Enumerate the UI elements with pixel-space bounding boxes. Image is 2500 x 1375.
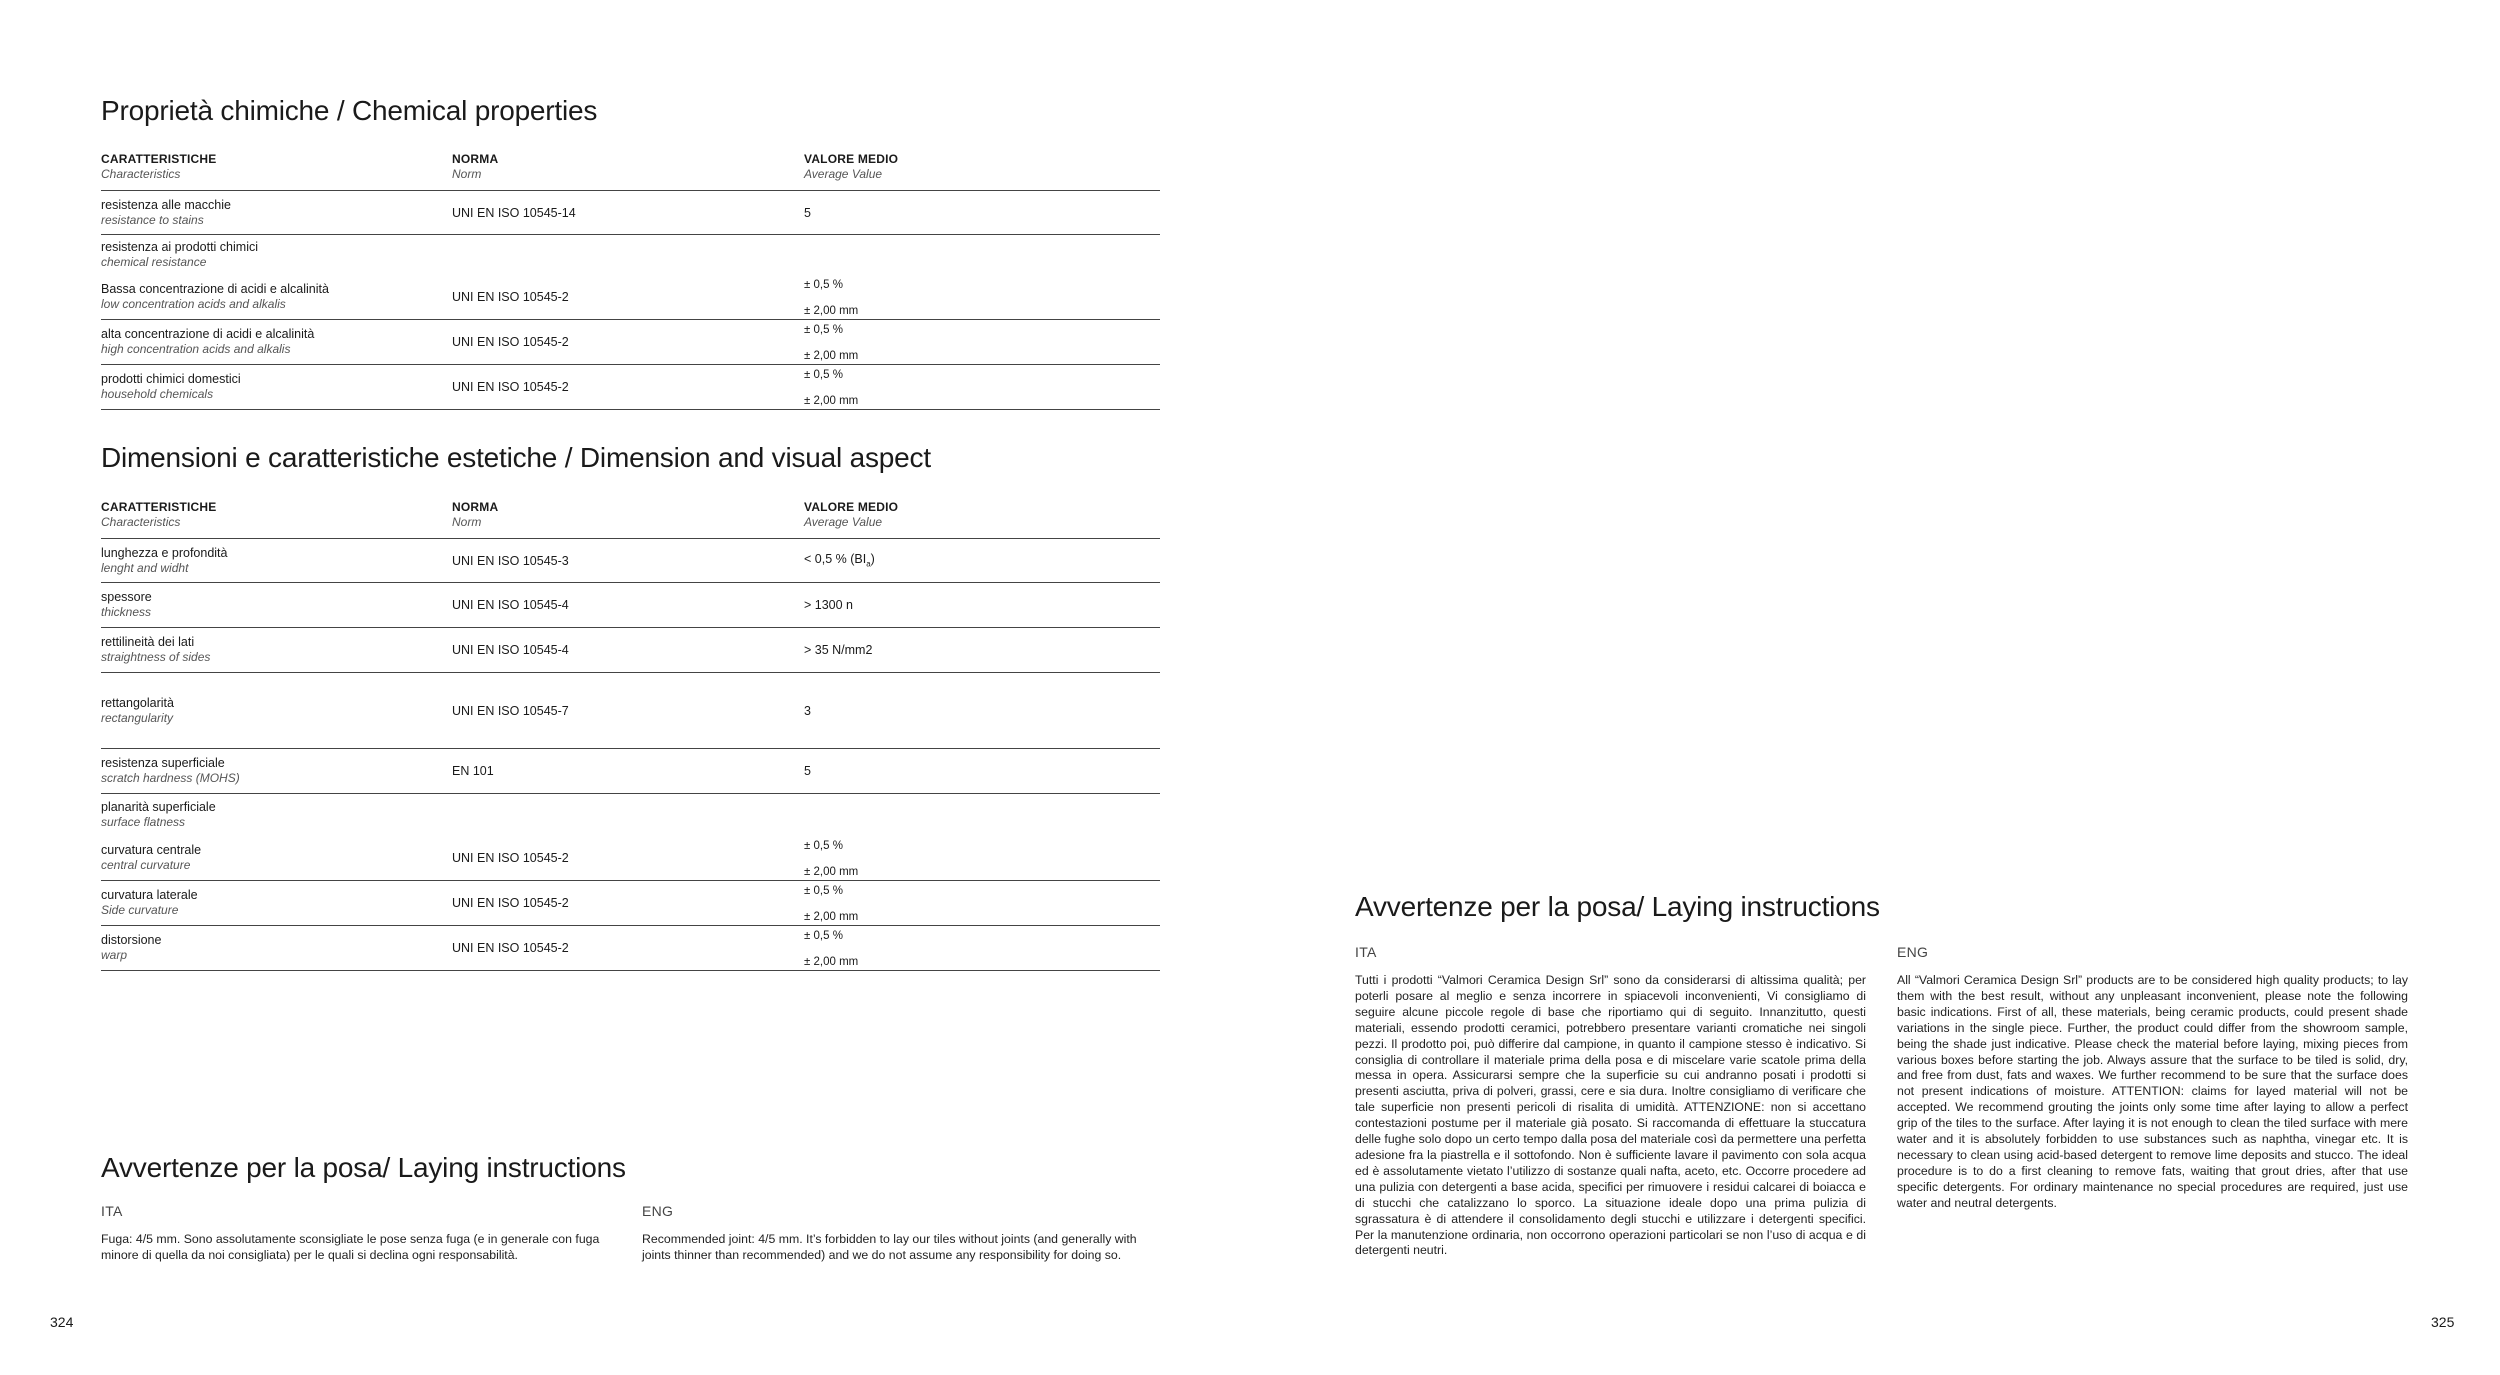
row-value-percent: ± 0,5 % bbox=[804, 840, 843, 852]
row-label-en: high concentration acids and alkalis bbox=[101, 342, 291, 356]
row-value-mm: ± 2,00 mm bbox=[804, 956, 859, 968]
row-value: 3 bbox=[804, 703, 811, 718]
row-label: rettangolarità bbox=[101, 695, 174, 710]
row-value: > 1300 n bbox=[804, 598, 854, 612]
row-value-percent: ± 0,5 % bbox=[804, 369, 843, 381]
page-number-left: 324 bbox=[50, 1314, 74, 1330]
row-label: Bassa concentrazione di acidi e alcalinità bbox=[101, 282, 329, 296]
table-row bbox=[101, 275, 1160, 320]
dimension-title: Dimensioni e caratteristiche estetiche / Dimension and visual aspect bbox=[101, 442, 931, 473]
header-characteristics: CARATTERISTICHE bbox=[101, 152, 217, 166]
header-average-value-en: Average Value bbox=[804, 515, 883, 529]
row-label: rettilineità dei lati bbox=[101, 635, 195, 649]
table-row bbox=[101, 539, 1160, 583]
row-label: resistenza ai prodotti chimici bbox=[101, 240, 259, 254]
table-row bbox=[101, 628, 1160, 673]
row-norm: UNI EN ISO 10545-2 bbox=[452, 335, 569, 349]
row-norm: UNI EN ISO 10545-7 bbox=[452, 703, 569, 718]
table-header bbox=[101, 498, 1160, 539]
row-norm: UNI EN ISO 10545-2 bbox=[452, 851, 569, 865]
table-row bbox=[101, 191, 1160, 235]
laying-instructions-title-left: Avvertenze per la posa/ Laying instructions bbox=[101, 1152, 626, 1183]
row-norm: UNI EN ISO 10545-2 bbox=[452, 941, 569, 955]
table-row bbox=[101, 749, 1160, 794]
row-norm: EN 101 bbox=[452, 764, 494, 778]
table-row bbox=[101, 836, 1160, 881]
laying-eng-text-left: Recommended joint: 4/5 mm. It’s forbidden to lay our tiles without joints (and generally with joints thinner than recommended) and we do not assume any responsibility for doing so. bbox=[642, 1232, 1137, 1262]
table-row bbox=[101, 365, 1160, 410]
header-characteristics: CARATTERISTICHE bbox=[101, 500, 217, 514]
header-norm-en: Norm bbox=[452, 515, 482, 529]
row-value-close: ) bbox=[870, 552, 875, 567]
header-characteristics-en: Characteristics bbox=[101, 167, 181, 181]
row-value: 5 bbox=[804, 764, 811, 778]
row-label-en: surface flatness bbox=[101, 815, 186, 829]
row-value-percent: ± 0,5 % bbox=[804, 930, 843, 942]
row-label-en: household chemicals bbox=[101, 387, 214, 401]
row-label: prodotti chimici domestici bbox=[101, 372, 241, 386]
ita-label-right: ITA bbox=[1355, 944, 1377, 960]
row-norm: UNI EN ISO 10545-14 bbox=[452, 205, 576, 220]
row-label-en: low concentration acids and alkalis bbox=[101, 297, 286, 311]
table-row bbox=[101, 881, 1160, 926]
row-label: resistenza superficiale bbox=[101, 756, 225, 770]
laying-ita-text-left: Fuga: 4/5 mm. Sono assolutamente sconsigliate le pose senza fuga (e in generale con fuga minore di quella da noi consigliata) per le quali si declina ogni responsabilità. bbox=[101, 1232, 600, 1262]
page-number-right: 325 bbox=[2431, 1314, 2455, 1330]
header-average-value-en: Average Value bbox=[804, 167, 883, 181]
eng-label-right: ENG bbox=[1897, 944, 1929, 960]
laying-ita-text-right: Tutti i prodotti “Valmori Ceramica Design Srl” sono da considerarsi di altissima qualità; per poterli posare al meglio e senza incorrere in spiacevoli inconvenienti, Vi consigliamo di seguire alcune piccole regole di base che riportiamo qui di seguito. Innanzitutto, questi materiali, essendo prodotti ceramici, potrebbero presentare varianti cromatiche nei singoli pezzi. Il prodotto poi, può differire dal campione, in quanto il campione stesso è indicativo. Si consiglia di controllare il materiale prima della posa e di miscelare varie scatole prima della messa in opera. Assicurarsi sempre che la superficie su cui andranno posati i prodotti si presenti asciutta, priva di polveri, grassi, cere e sia dura. Inoltre consigliamo di verificare che tale superficie non presenti pericoli di risalita di umidità. ATTENZIONE: non si accettano contestazioni postume per il materiale già posato. Si raccomanda di effettuare la stuccatura delle fughe solo dopo un certo tempo dalla posa del materiale così da permettere una perfetta adesione fra la piastrella e il sottofondo. Non è sufficiente lavare il pavimento con sola acqua ed è assolutamente vietato l’utilizzo di sostanze quali nafta, aceto, etc. Occorre procedere ad una pulizia con detergenti a base acida, specifici per rimuovere i residui calcarei di boiacca e di stucchi che catalizzano lo sporco. La situazione ideale dopo una prima pulizia di sgrassatura è di attendere il consolidamento degli stucchi e utilizzare i detergenti specifici. Per la manutenzione ordinaria, non occorrono operazioni particolari se non l’uso di acqua e di detergenti neutri. bbox=[1355, 973, 1866, 1258]
table-header bbox=[101, 150, 1160, 191]
chemical-properties-title: Proprietà chimiche / Chemical properties bbox=[101, 95, 598, 126]
laying-instructions-title-right: Avvertenze per la posa/ Laying instructions bbox=[1355, 891, 1880, 922]
table-row bbox=[101, 583, 1160, 628]
dimension-table bbox=[101, 498, 1160, 971]
row-label-en: Side curvature bbox=[101, 903, 179, 917]
header-average-value: VALORE MEDIO bbox=[804, 152, 899, 166]
row-value-text: < 0,5 % (BI bbox=[804, 552, 867, 567]
table-row bbox=[101, 320, 1160, 365]
row-value: 5 bbox=[804, 205, 811, 220]
row-value-mm: ± 2,00 mm bbox=[804, 305, 859, 317]
table-row bbox=[101, 235, 1160, 275]
header-norm: NORMA bbox=[452, 152, 499, 166]
row-label-en: thickness bbox=[101, 605, 152, 619]
row-value-percent: ± 0,5 % bbox=[804, 885, 843, 897]
row-label: distorsione bbox=[101, 933, 162, 947]
chemical-properties-table bbox=[101, 150, 1160, 410]
row-value-subscript: a bbox=[866, 559, 871, 569]
row-label: curvatura laterale bbox=[101, 888, 198, 902]
row-value: > 35 N/mm2 bbox=[804, 643, 873, 657]
row-label: alta concentrazione di acidi e alcalinità bbox=[101, 327, 315, 341]
row-label-en: lenght and widht bbox=[101, 560, 189, 575]
header-characteristics-en: Characteristics bbox=[101, 515, 181, 529]
row-value-percent: ± 0,5 % bbox=[804, 324, 843, 336]
row-label-en: rectangularity bbox=[101, 710, 174, 725]
table-row bbox=[101, 673, 1160, 749]
row-label-en: chemical resistance bbox=[101, 255, 207, 269]
row-label-en: resistance to stains bbox=[101, 212, 204, 227]
row-label-en: straightness of sides bbox=[101, 650, 211, 664]
table-row bbox=[101, 794, 1160, 836]
laying-eng-text-right: All “Valmori Ceramica Design Srl” products are to be considered high quality products; to lay them with the best result, without any unpleasant inconvenient, please note the following basic indications. First of all, these materials, being ceramic products, could present shade variations in the single piece. Further, the product could differ from the showroom sample, being the shade just indicative. Please check the material before laying, mixing pieces from various boxes before starting the job. Always assure that the surface to be tiled is solid, dry, and free from dust, fats and waxes. We further recommend to be sure that the surface does not present indications of moisture. ATTENTION: claims for layed material will not be accepted. We recommend grouting the joints only some time after laying to allow a perfect grip of the tiles to the surface. After laying it is not enough to clean the tiled surface with mere water and it is absolutely forbidden to use substances such as naphtha, vinegar etc. It is necessary to clean using acid-based detergent to remove lime deposits and stucco. The ideal procedure is to do a first cleaning to remove fats, waiting that grout dries, after that use specific detergents. For ordinary maintenance no special procedures are required, just use water and neutral detergents. bbox=[1897, 973, 2408, 1210]
row-value-mm: ± 2,00 mm bbox=[804, 866, 859, 878]
row-label: curvatura centrale bbox=[101, 843, 202, 857]
row-norm: UNI EN ISO 10545-2 bbox=[452, 896, 569, 910]
row-label-en: warp bbox=[101, 948, 128, 962]
header-norm-en: Norm bbox=[452, 167, 482, 181]
table-row bbox=[101, 926, 1160, 971]
row-value-percent: ± 0,5 % bbox=[804, 279, 843, 291]
row-norm: UNI EN ISO 10545-2 bbox=[452, 290, 569, 304]
eng-label-left: ENG bbox=[642, 1203, 674, 1219]
row-label: planarità superficiale bbox=[101, 800, 216, 814]
row-value-mm: ± 2,00 mm bbox=[804, 350, 859, 362]
row-norm: UNI EN ISO 10545-3 bbox=[452, 553, 569, 568]
row-label: resistenza alle macchie bbox=[101, 197, 231, 212]
row-label: spessore bbox=[101, 590, 152, 604]
row-value bbox=[804, 552, 1160, 569]
row-label-en: scratch hardness (MOHS) bbox=[101, 771, 240, 785]
row-value-mm: ± 2,00 mm bbox=[804, 395, 859, 407]
row-label-en: central curvature bbox=[101, 858, 191, 872]
header-norm: NORMA bbox=[452, 500, 499, 514]
row-norm: UNI EN ISO 10545-4 bbox=[452, 643, 569, 657]
row-norm: UNI EN ISO 10545-4 bbox=[452, 598, 569, 612]
row-norm: UNI EN ISO 10545-2 bbox=[452, 380, 569, 394]
row-value-mm: ± 2,00 mm bbox=[804, 911, 859, 923]
ita-label-left: ITA bbox=[101, 1203, 123, 1219]
row-label: lunghezza e profondità bbox=[101, 545, 228, 560]
header-average-value: VALORE MEDIO bbox=[804, 500, 899, 514]
